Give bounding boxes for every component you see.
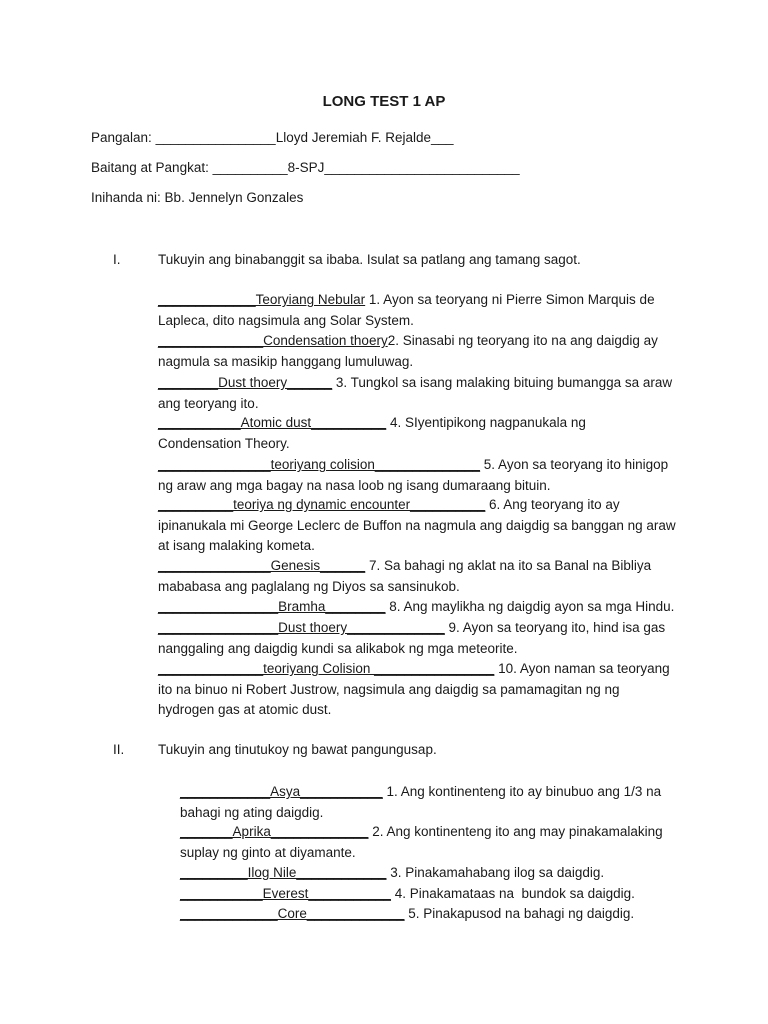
item-first-line	[158, 331, 683, 352]
question-continuation: suplay ng ginto at diyamante.	[180, 844, 356, 860]
answer-blank: ___________Everest___________	[180, 886, 391, 901]
question-continuation: mababasa ang paglalang ng Diyos sa sansinukob.	[158, 578, 460, 594]
answer-blank: ________Dust thoery______	[158, 375, 333, 390]
question-text: 8. Ang maylikha ng daigdig ayon sa mga Hindu.	[385, 599, 675, 614]
section2-item	[180, 782, 680, 823]
section1-item	[158, 373, 683, 414]
section2-instruction: Tukuyin ang tinutukoy ng bawat pangungusap.	[158, 742, 437, 757]
answer-blank: __________teoriya ng dynamic encounter__________	[158, 497, 486, 512]
item-first-line	[158, 556, 683, 577]
section1-item	[158, 290, 683, 331]
section1-item	[158, 618, 683, 659]
answer-blank: _____________Core_____________	[180, 906, 405, 921]
section1-item	[158, 455, 683, 496]
question-continuation: Lapleca, dito nagsimula ang Solar System.	[158, 312, 414, 328]
question-text: 2. Sinasabi ng teoryang ito na ang daigdig ay	[387, 333, 658, 348]
item-first-line	[180, 904, 680, 925]
item-first-line	[158, 413, 683, 434]
question-continuation: hydrogen gas at atomic dust.	[158, 702, 332, 717]
prepared-by-line: Inihanda ni: Bb. Jennelyn Gonzales	[91, 190, 304, 205]
item-first-line	[180, 884, 680, 905]
item-first-line	[158, 373, 683, 394]
section1-item	[158, 495, 683, 557]
answer-blank: _________Ilog Nile____________	[180, 865, 387, 880]
name-label: Pangalan:	[91, 130, 156, 145]
section1-numeral: I.	[113, 252, 121, 267]
question-text: 1. Ayon sa teoryang ni Pierre Simon Marquis de	[365, 292, 655, 307]
answer-blank: ______________teoriyang Colision ________________	[158, 661, 495, 676]
item-first-line	[158, 290, 683, 311]
question-continuation: nagmula sa masikip hanggang lumuluwag.	[158, 353, 414, 369]
answer-blank: ________________Bramha________	[158, 599, 386, 614]
answer-blank: _______________Genesis______	[158, 558, 366, 573]
section1-item	[158, 659, 683, 721]
section1-instruction: Tukuyin ang binabanggit sa ibaba. Isulat sa patlang ang tamang sagot.	[158, 252, 581, 267]
question-text: 6. Ang teoryang ito ay	[485, 497, 620, 512]
question-text: 10. Ayon naman sa teoryang	[494, 661, 670, 676]
answer-blank: _______________teoriyang colision______________	[158, 457, 481, 472]
answer-blank: ___________Atomic dust__________	[158, 415, 387, 430]
grade-section-line	[91, 158, 520, 178]
section1-item	[158, 331, 683, 372]
section2-numeral: II.	[113, 742, 125, 757]
grade-value: __________8-SPJ__________________________	[212, 160, 520, 175]
question-text: 3. Tungkol sa isang malaking bituing bumangga sa araw	[332, 375, 673, 390]
item-first-line	[158, 455, 683, 476]
section2-item	[180, 884, 680, 905]
question-continuation: ito na binuo ni Robert Justrow, nagsimula ang daigdig sa pamamagitan ng ng	[158, 681, 620, 697]
answer-blank: _______Aprika_____________	[180, 824, 369, 839]
answer-blank: _____________Teoryiang Nebular	[158, 292, 366, 307]
question-text: 5. Pinakapusod na bahagi ng daigdig.	[404, 906, 635, 921]
question-continuation: nanggaling ang daigdig kundi sa alikabok ng mga meteorite.	[158, 640, 518, 656]
question-text: 9. Ayon sa teoryang ito, hind isa gas	[444, 620, 666, 635]
section2-item	[180, 863, 680, 884]
question-text: 2. Ang kontinenteng ito ang may pinakamalaking	[368, 824, 663, 839]
question-continuation: Condensation Theory.	[158, 435, 290, 451]
item-first-line	[180, 822, 680, 843]
item-first-line	[158, 659, 683, 680]
item-first-line	[158, 597, 683, 618]
question-text: 4. Pinakamataas na bundok sa daigdig.	[390, 886, 635, 901]
section1-item	[158, 597, 683, 618]
section2-item	[180, 904, 680, 925]
item-first-line	[158, 618, 683, 639]
answer-blank: ________________Dust thoery_____________	[158, 620, 445, 635]
question-continuation: bahagi ng ating daigdig.	[180, 804, 324, 820]
question-text: 1. Ang kontinenteng ito ay binubuo ang 1/3 na	[382, 784, 662, 799]
section1-item	[158, 556, 683, 597]
section2-item	[180, 822, 680, 863]
name-value: ________________Lloyd Jeremiah F. Rejalde___	[155, 130, 454, 145]
item-first-line	[180, 782, 680, 803]
item-first-line	[180, 863, 680, 884]
question-continuation: ang teoryang ito.	[158, 395, 259, 411]
section1-item	[158, 413, 683, 454]
answer-blank: ______________Condensation thoery	[158, 333, 388, 348]
document-title: LONG TEST 1 AP	[322, 93, 446, 110]
item-first-line	[158, 495, 683, 516]
question-continuation: at isang malaking kometa.	[158, 538, 315, 553]
question-text: 7. Sa bahagi ng aklat na ito sa Banal na Bibliya	[365, 558, 652, 573]
name-line	[91, 128, 454, 148]
grade-label: Baitang at Pangkat:	[91, 160, 213, 175]
question-text: 4. SIyentipikong nagpanukala ng	[386, 415, 586, 430]
question-continuation: ipinanukala mi George Leclerc de Buffon na nagmula ang daigdig sa banggan ng araw	[158, 517, 676, 533]
answer-blank: ____________Asya___________	[180, 784, 383, 799]
question-text: 3. Pinakamahabang ilog sa daigdig.	[386, 865, 605, 880]
question-text: 5. Ayon sa teoryang ito hinigop	[480, 457, 669, 472]
question-continuation: ng araw ang mga bagay na nasa loob ng isang dumaraang bituin.	[158, 477, 551, 493]
